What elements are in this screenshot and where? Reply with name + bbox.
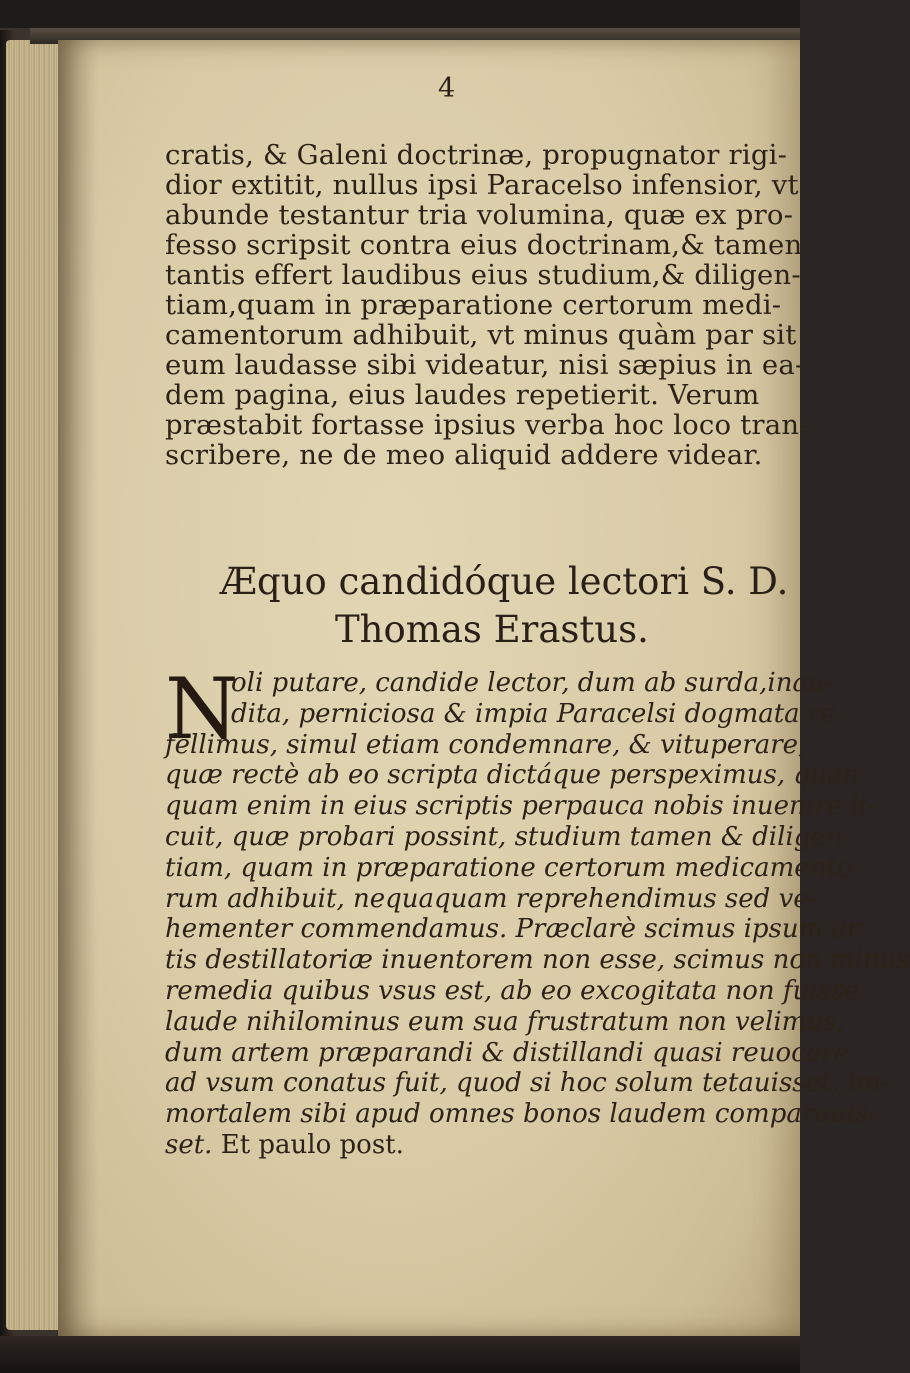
text-line: ad vsum conatus fuit, quod si hoc solum tetauisset, im- — [165, 1068, 890, 1099]
text-line: camentorum adhibuit, vt minus quàm par sit — [165, 319, 797, 351]
text-line: quam enim in eius scriptis perpauca nobis inuenire li- — [165, 791, 876, 822]
page-number: 4 — [438, 73, 456, 104]
text-line: eum laudasse sibi videatur, nisi sæpius in ea- — [165, 349, 805, 381]
text-line: oli putare, candide lector, dum ab surda,inau- — [231, 668, 834, 698]
text-line: tiam, quam in præparatione certorum medicamento- — [165, 852, 862, 883]
text-line: mortalem sibi apud omnes bonos laudem comparauis- — [165, 1099, 877, 1130]
text-line-last — [165, 1130, 777, 1161]
text-line: dita, perniciosa & impia Paracelsi dogmata re- — [231, 698, 845, 729]
text-line: cratis, & Galeni doctrinæ, propugnator rigi- — [165, 139, 788, 171]
text-line: remedia quibus vsus est, ab eo excogitata non fuisse, — [165, 975, 868, 1006]
text-line: tis destillatoriæ inuentorem non esse, scimus non minus — [165, 945, 910, 976]
italic-letter-text — [165, 660, 910, 1161]
drop-cap: N — [165, 660, 239, 758]
last-roman-fragment: Et paulo post. — [212, 1129, 404, 1160]
text-line: tiam,quam in præparatione certorum medi- — [165, 289, 782, 321]
text-line: scribere, ne de meo aliquid addere videar. — [165, 439, 763, 471]
text-line: tantis effert laudibus eius studium,& diligen- — [165, 259, 801, 291]
text-line: quæ rectè ab eo scripta dictáque perspeximus, quan- — [165, 760, 868, 791]
text-line: dior extitit, nullus ipsi Paracelso infensior, vt — [165, 169, 799, 201]
roman-paragraph — [165, 139, 809, 471]
text-line: hementer commendamus. Præclarè scimus ipsum ar- — [165, 914, 869, 945]
text-line: abunde testantur tria volumina, quæ ex pro- — [165, 199, 794, 231]
text-line: rum adhibuit, nequaquam reprehendimus sed ve- — [165, 883, 818, 914]
text-line: dem pagina, eius laudes repetierit. Verum — [165, 379, 760, 411]
text-line: cuit, quæ probari possint, studium tamen & diligen- — [165, 821, 852, 852]
text-line: præstabit fortasse ipsius verba hoc loco tran- — [165, 409, 809, 441]
text-line: laude nihilominus eum sua frustratum non velimus, — [165, 1006, 845, 1037]
text-line: fesso scripsit contra eius doctrinam,& tamen — [165, 229, 803, 261]
text-line: fellimus, simul etiam condemnare, & vituperare, — [165, 729, 807, 760]
last-italic-fragment: set. — [165, 1129, 213, 1160]
page-edges — [6, 40, 58, 1330]
bottom-edge — [0, 1336, 800, 1373]
gutter-shadow — [58, 40, 98, 1336]
text-line: dum artem præparandi & distillandi quasi reuocare — [165, 1037, 850, 1068]
letter-heading: Æquo candidóque lectori S. D. — [220, 560, 789, 603]
letter-author: Thomas Erastus. — [335, 608, 649, 651]
